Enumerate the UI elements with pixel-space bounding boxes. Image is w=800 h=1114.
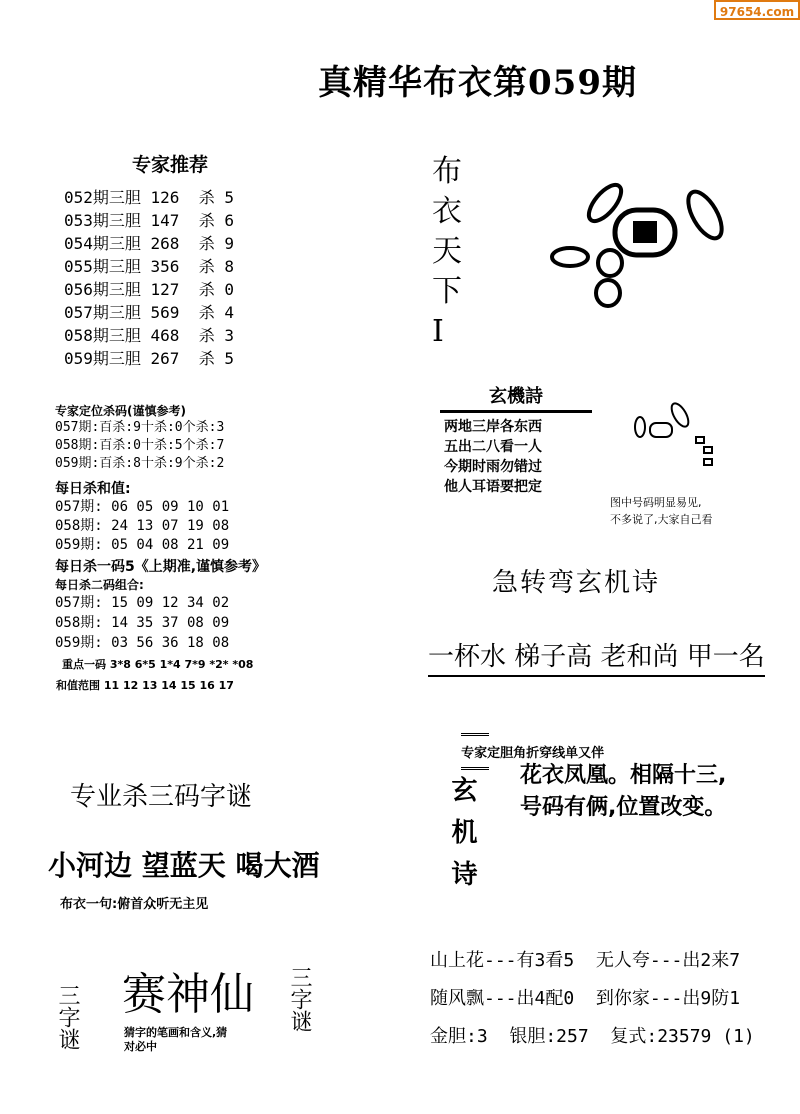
expert-dan-vertical-label: 玄机诗	[447, 776, 477, 902]
position-kill-row: 057期:百杀:9十杀:0个杀:3	[55, 420, 225, 435]
sketch-stroke	[633, 221, 657, 243]
daily-sum-kill-row: 058期: 24 13 07 19 08	[55, 518, 230, 534]
daily-pair-kill-section	[55, 576, 325, 653]
expert-rec-heading: 专家推荐	[132, 154, 209, 176]
sum-range: 和值范围 11 12 13 14 15 16 17	[56, 679, 234, 692]
jizhuanwan-answer: 一杯水 梯子高 老和尚 甲一名	[428, 636, 765, 677]
buyi-line: 布衣一句:俯首众听无主见	[60, 897, 209, 912]
position-kill-row: 058期:百杀:0十杀:5个杀:7	[55, 438, 225, 453]
sketch-stroke	[682, 186, 729, 243]
left-riddle-label: 三字谜	[55, 984, 80, 1050]
heading-rule-left	[461, 733, 489, 736]
pro-kill-three-riddle: 小河边 望蓝天 喝大酒	[48, 849, 320, 882]
sketch-stroke	[696, 437, 704, 443]
sketch-stroke	[668, 401, 691, 430]
daily-one-kill: 每日杀一码5《上期准,谨慎参考》	[55, 559, 267, 575]
poem-note-line: 不多说了,大家自己看	[610, 513, 713, 526]
sai-shen-xian-sub-line: 猜字的笔画和含义,猜	[124, 1026, 228, 1039]
handdrawn-digits-image	[540, 175, 740, 315]
sai-shen-xian-sub-line: 对必中	[124, 1040, 157, 1053]
expert-rec-row: 059期三胆 267 杀 5	[64, 349, 234, 368]
poem-digits-image	[628, 395, 728, 475]
sketch-stroke	[635, 417, 645, 437]
expert-rec-row: 058期三胆 468 杀 3	[64, 326, 234, 345]
sketch-stroke	[598, 250, 622, 276]
xuanji-poem-line: 今期时雨勿错过	[444, 459, 542, 475]
xuanji-poem-line: 五出二八看一人	[444, 439, 542, 455]
expert-dan-line: 号码有俩,位置改变。	[520, 795, 727, 820]
sketch-stroke	[596, 280, 620, 306]
expert-rec-row: 052期三胆 126 杀 5	[64, 188, 234, 207]
daily-pair-kill-row: 059期: 03 56 36 18 08	[55, 635, 230, 651]
jizhuanwan-heading: 急转弯玄机诗	[492, 568, 661, 598]
poem-note	[610, 494, 713, 528]
expert-dan-line: 花衣凤凰。相隔十三,	[520, 763, 727, 788]
daily-sum-kill-row: 057期: 06 05 09 10 01	[55, 499, 230, 515]
sketch-stroke	[650, 423, 672, 437]
daily-pair-kill-row: 058期: 14 35 37 08 09	[55, 615, 230, 631]
position-kill-row: 059期:百杀:8十杀:9个杀:2	[55, 456, 225, 471]
sketch-stroke	[552, 248, 588, 266]
expert-rec-list	[64, 186, 234, 370]
pro-kill-three-heading: 专业杀三码字谜	[70, 782, 253, 812]
heading-rule-right	[461, 767, 489, 770]
xuanji-poem-heading: 玄機詩	[440, 382, 592, 413]
page-title: 真精华布衣第059期	[318, 63, 637, 103]
daily-sum-kill-heading: 每日杀和值:	[55, 481, 131, 497]
xuanji-poem-section	[440, 382, 592, 497]
buyi-tianxia-vertical: 布衣天下I	[432, 154, 462, 349]
bottom-line: 金胆:3 银胆:257 复式:23579 (1)	[430, 1026, 755, 1047]
sai-shen-xian-sub	[124, 1026, 227, 1054]
expert-rec-row: 053期三胆 147 杀 6	[64, 211, 234, 230]
expert-dan-heading: 专家定胆角折穿线单又伴	[461, 746, 605, 761]
daily-pair-kill-heading: 每日杀二码组合:	[55, 578, 144, 592]
expert-rec-row: 054期三胆 268 杀 9	[64, 234, 234, 253]
expert-rec-row: 056期三胆 127 杀 0	[64, 280, 234, 299]
sketch-stroke	[704, 459, 712, 465]
position-kill-heading: 专家定位杀码(谨慎参考)	[55, 404, 186, 418]
poem-note-line: 图中号码明显易见,	[610, 496, 702, 509]
bottom-line: 山上花---有3看5 无人夸---出2来7	[430, 950, 741, 971]
expert-dan-lines	[520, 760, 726, 824]
site-watermark: 97654.com	[714, 0, 800, 20]
daily-sum-kill-section	[55, 478, 325, 555]
sketch-stroke	[704, 447, 712, 453]
xuanji-poem-line: 他人耳语要把定	[444, 479, 542, 495]
key-codes: 重点一码 3*8 6*5 1*4 7*9 *2* *08	[62, 658, 254, 671]
daily-sum-kill-row: 059期: 05 04 08 21 09	[55, 537, 230, 553]
expert-rec-row: 057期三胆 569 杀 4	[64, 303, 234, 322]
bottom-line: 随风飘---出4配0 到你家---出9防1	[430, 988, 741, 1009]
expert-rec-row: 055期三胆 356 杀 8	[64, 257, 234, 276]
position-kill-section	[55, 402, 325, 473]
daily-pair-kill-row: 057期: 15 09 12 34 02	[55, 595, 230, 611]
bottom-lines	[430, 942, 755, 1056]
xuanji-poem-line: 两地三岸各东西	[444, 419, 542, 435]
sai-shen-xian-title: 赛神仙	[122, 969, 254, 1020]
right-riddle-label: 三字谜	[287, 966, 312, 1032]
